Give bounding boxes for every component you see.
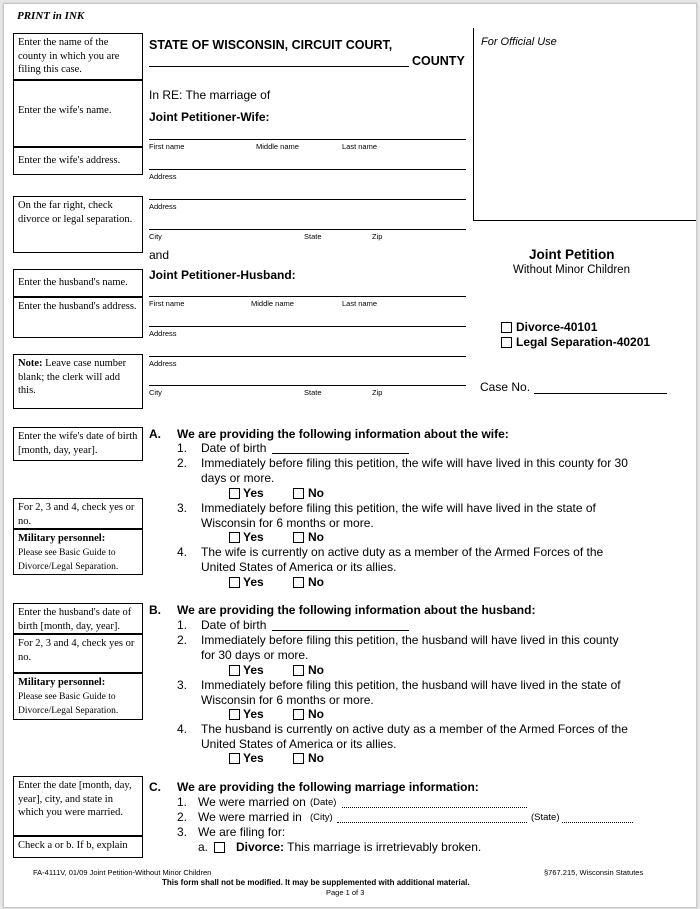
section-a-item3-num: 3. — [177, 501, 188, 515]
form-page — [3, 3, 697, 908]
section-a-item2-line1: Immediately before filing this petition, the wife will have lived in this county for 30 — [201, 456, 628, 470]
legal-separation-checkbox[interactable] — [501, 337, 512, 348]
divorce-option-label: Divorce-40101 — [516, 320, 598, 334]
wife-state-label: State — [304, 232, 322, 241]
husband-county-no-label: No — [308, 663, 324, 677]
instruction-note: Note: Leave case number blank; the clerk will add this. — [13, 354, 143, 409]
husband-military-no-label: No — [308, 751, 324, 765]
section-c-item1-num: 1. — [177, 795, 188, 809]
husband-last-name-label: Last name — [342, 299, 378, 308]
official-use-border — [473, 28, 474, 220]
wife-heading: Joint Petitioner-Wife: — [149, 110, 270, 124]
footer-notice: This form shall not be modified. It may be supplemented with additional material. — [162, 878, 470, 887]
husband-state-label: State — [304, 388, 322, 397]
section-c-title: We are providing the following marriage information: — [177, 780, 479, 794]
section-b-item1-label: Date of birth — [201, 618, 267, 632]
section-b-item4-num: 4. — [177, 722, 188, 736]
section-b-letter: B. — [149, 603, 161, 617]
husband-first-name-label: First name — [149, 299, 185, 308]
section-c-item2-label: We were married in — [198, 810, 302, 824]
husband-address-line-1[interactable] — [149, 326, 466, 327]
wife-name-line[interactable] — [149, 139, 466, 140]
print-in-ink-label: PRINT in INK — [17, 10, 85, 22]
husband-address-line-2[interactable] — [149, 356, 466, 357]
section-a-item3-line1: Immediately before filing this petition, the wife will have lived in the state of — [201, 501, 596, 515]
wife-city-state-zip-line[interactable] — [149, 229, 466, 230]
petition-subtitle: Without Minor Children — [513, 264, 630, 276]
section-c-item2-num: 2. — [177, 810, 188, 824]
instruction-check-a-b: Check a or b. If b, explain — [13, 836, 143, 858]
husband-middle-name-label: Middle name — [251, 299, 294, 308]
case-no-line[interactable] — [534, 393, 667, 394]
husband-address-label-2: Address — [149, 359, 177, 368]
section-a-title: We are providing the following information about the wife: — [177, 427, 509, 441]
section-a-item1-label: Date of birth — [201, 441, 267, 455]
wife-address-label-2: Address — [149, 202, 177, 211]
legal-separation-option-label: Legal Separation-40201 — [516, 335, 651, 349]
instruction-county: Enter the name of the county in which you are filing this case. — [13, 33, 143, 80]
husband-city-label: City — [149, 388, 162, 397]
instruction-check-yes-no-husband: For 2, 3 and 4, check yes or no. — [13, 634, 143, 673]
married-state-hint: (State) — [531, 812, 560, 823]
in-re-label: In RE: The marriage of — [149, 88, 271, 102]
section-b-item2-line2: for 30 days or more. — [201, 648, 309, 662]
wife-first-name-label: First name — [149, 142, 185, 151]
wife-county-no-label: No — [308, 486, 324, 500]
county-label: COUNTY — [412, 54, 465, 68]
wife-military-no-label: No — [308, 575, 324, 589]
wife-military-yes-label: Yes — [243, 575, 264, 589]
wife-last-name-label: Last name — [342, 142, 378, 151]
husband-county-yes-label: Yes — [243, 663, 264, 677]
section-a-item4-line2: United States of America or its allies. — [201, 560, 397, 574]
section-c-item3-label: We are filing for: — [198, 825, 286, 839]
petition-title: Joint Petition — [529, 247, 615, 262]
married-date-line[interactable] — [342, 807, 527, 808]
wife-county-no-checkbox[interactable] — [293, 488, 304, 499]
wife-middle-name-label: Middle name — [256, 142, 299, 151]
section-a-item1-num: 1. — [177, 441, 188, 455]
husband-state-no-checkbox[interactable] — [293, 709, 304, 720]
footer-form-id: FA-4111V, 01/09 Joint Petition-Without Minor Children — [33, 868, 212, 877]
wife-state-no-checkbox[interactable] — [293, 532, 304, 543]
official-use-bottom — [473, 220, 696, 221]
wife-address-label-1: Address — [149, 172, 177, 181]
husband-city-state-zip-line[interactable] — [149, 385, 466, 386]
footer-statute: §767.215, Wisconsin Statutes — [544, 868, 644, 877]
instruction-husband-dob: Enter the husband's date of birth [month, day, year]. — [13, 603, 143, 634]
wife-state-yes-label: Yes — [243, 530, 264, 544]
wife-military-yes-checkbox[interactable] — [229, 577, 240, 588]
instruction-husband-name: Enter the husband's name. — [13, 269, 143, 297]
instruction-check-yes-no-wife: For 2, 3 and 4, check yes or no. — [13, 498, 143, 529]
section-b-title: We are providing the following information about the husband: — [177, 603, 536, 617]
section-c-item3-num: 3. — [177, 825, 188, 839]
married-city-line[interactable] — [337, 822, 527, 823]
wife-address-line-1[interactable] — [149, 169, 466, 170]
section-a-item2-line2: days or more. — [201, 471, 275, 485]
husband-military-no-checkbox[interactable] — [293, 753, 304, 764]
instruction-husband-address: Enter the husband's address. — [13, 297, 143, 338]
section-b-item2-line1: Immediately before filing this petition, the husband will have lived in this county — [201, 633, 619, 647]
wife-county-yes-label: Yes — [243, 486, 264, 500]
instruction-wife-address: Enter the wife's address. — [13, 147, 143, 175]
section-c-option-a-letter: a. — [198, 840, 209, 854]
wife-dob-line[interactable] — [272, 453, 409, 454]
section-b-item3-line1: Immediately before filing this petition, the husband will have lived in the state of — [201, 678, 621, 692]
footer-page-number: Page 1 of 3 — [326, 888, 365, 897]
section-b-item2-num: 2. — [177, 633, 188, 647]
instruction-military-husband: Military personnel: Please see Basic Guide to Divorce/Legal Separation. — [13, 673, 143, 720]
county-name-line[interactable] — [149, 66, 409, 67]
wife-county-yes-checkbox[interactable] — [229, 488, 240, 499]
instruction-wife-name: Enter the wife's name. — [13, 80, 143, 147]
case-no-label: Case No. — [480, 380, 531, 394]
husband-address-label-1: Address — [149, 329, 177, 338]
court-title: STATE OF WISCONSIN, CIRCUIT COURT, — [149, 38, 393, 52]
section-b-item1-num: 1. — [177, 618, 188, 632]
instruction-far-right: On the far right, check divorce or legal separation. — [13, 196, 143, 253]
wife-zip-label: Zip — [372, 232, 383, 241]
husband-name-line[interactable] — [149, 296, 466, 297]
section-a-item4-num: 4. — [177, 545, 188, 559]
section-a-item3-line2: Wisconsin for 6 months or more. — [201, 516, 374, 530]
husband-zip-label: Zip — [372, 388, 383, 397]
section-a-letter: A. — [149, 427, 161, 441]
wife-address-line-2[interactable] — [149, 199, 466, 200]
husband-heading: Joint Petitioner-Husband: — [149, 268, 296, 282]
and-label: and — [149, 248, 170, 262]
section-b-item4-line2: United States of America or its allies. — [201, 737, 397, 751]
husband-county-yes-checkbox[interactable] — [229, 665, 240, 676]
husband-dob-line[interactable] — [272, 630, 409, 631]
section-b-item3-num: 3. — [177, 678, 188, 692]
husband-county-no-checkbox[interactable] — [293, 665, 304, 676]
section-c-item1-label: We were married on — [198, 795, 306, 809]
divorce-irretrievable-label: Divorce: This marriage is irretrievably broken. — [236, 840, 482, 854]
married-city-hint: (City) — [310, 812, 333, 823]
husband-military-yes-checkbox[interactable] — [229, 753, 240, 764]
instruction-marriage-date: Enter the date [month, day, year], city, and state in which you were married. — [13, 776, 143, 836]
wife-state-no-label: No — [308, 530, 324, 544]
section-a-item2-num: 2. — [177, 456, 188, 470]
husband-state-yes-checkbox[interactable] — [229, 709, 240, 720]
section-c-letter: C. — [149, 780, 161, 794]
wife-city-label: City — [149, 232, 162, 241]
divorce-irretrievable-checkbox[interactable] — [214, 842, 225, 853]
section-a-item4-line1: The wife is currently on active duty as a member of the Armed Forces of the — [201, 545, 604, 559]
section-b-item3-line2: Wisconsin for 6 months or more. — [201, 693, 374, 707]
husband-state-yes-label: Yes — [243, 707, 264, 721]
section-b-item4-line1: The husband is currently on active duty as a member of the Armed Forces of the — [201, 722, 628, 736]
instruction-wife-dob: Enter the wife's date of birth [month, day, year]. — [13, 427, 143, 461]
married-state-line[interactable] — [562, 822, 633, 823]
instruction-military-wife: Military personnel: Please see Basic Guide to Divorce/Legal Separation. — [13, 529, 143, 575]
official-use-label: For Official Use — [481, 36, 557, 48]
wife-military-no-checkbox[interactable] — [293, 577, 304, 588]
married-date-hint: (Date) — [310, 797, 337, 808]
wife-state-yes-checkbox[interactable] — [229, 532, 240, 543]
husband-military-yes-label: Yes — [243, 751, 264, 765]
husband-state-no-label: No — [308, 707, 324, 721]
divorce-checkbox[interactable] — [501, 322, 512, 333]
